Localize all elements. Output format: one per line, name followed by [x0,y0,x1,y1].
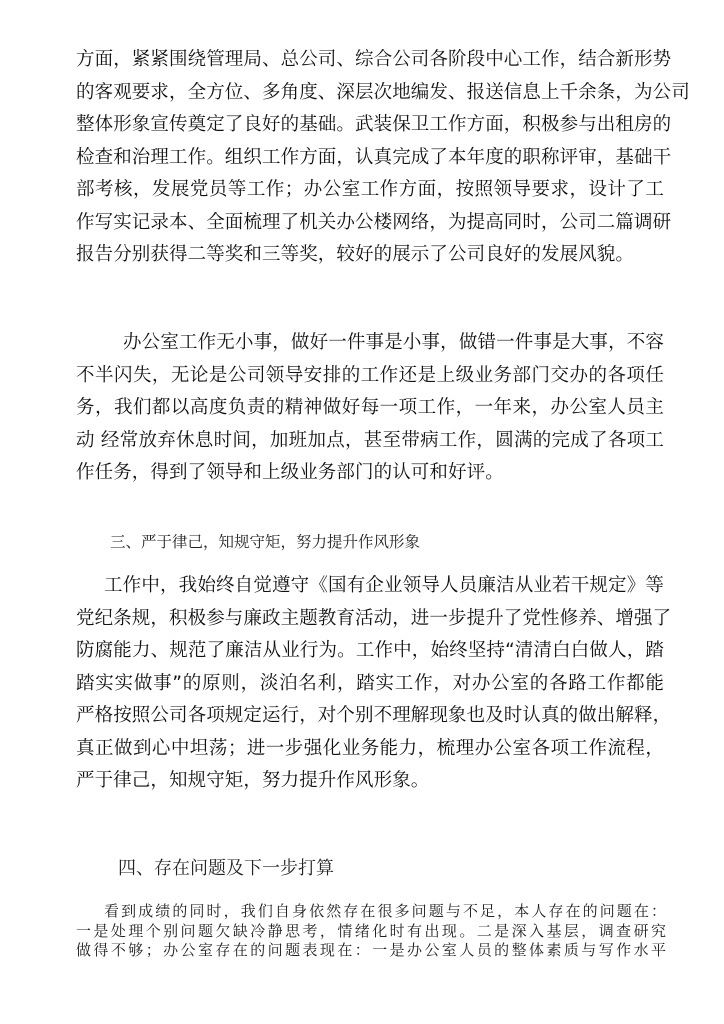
paragraph-line: 作任务，得到了领导和上级业务部门的认可和好评。 [76,462,504,483]
paragraph-self-discipline [76,570,672,798]
paragraph-line: 部考核，发展党员等工作；办公室工作方面，按照领导要求，设计了工 [76,179,664,200]
paragraph-line: 党纪条规，积极参与廉政主题教育活动，进一步提升了党性修养、增强了 [76,607,672,629]
paragraph-line: 整体形象宣传奠定了良好的基础。武装保卫工作方面，积极参与出租房的 [76,114,672,135]
section-heading-three: 三、严于律己，知规守矩，努力提升作风形象 [110,533,421,551]
paragraph-line: 严格按照公司各项规定运行，对个别不理解现象也及时认真的做出解释， [76,705,672,726]
paragraph-line: 严于律己，知规守矩，努力提升作风形象。 [76,770,430,791]
paragraph-work-summary [76,44,690,272]
paragraph-line: 做得不够；办公室存在的问题表现在：一是办公室人员的整体素质与写作水平 [76,941,666,959]
paragraph-line: 作写实记录本、全面梳理了机关办公楼网络，为提高同时，公司二篇调研 [76,211,672,233]
paragraph-line: 一是处理个别问题欠缺冷静思考，情绪化时有出现。二是深入基层，调查研究 [76,921,666,940]
paragraph-line: 真正做到心中坦荡；进一步强化业务能力，梳理办公室各项工作流程， [76,737,664,759]
paragraph-line: 动 经常放弃休息时间，加班加点，甚至带病工作，圆满的完成了各项工 [76,429,664,451]
paragraph-line: 不半闪失，无论是公司领导安排的工作还是上级业务部门交办的各项任 [76,364,664,386]
paragraph-line: 工作中，我始终自觉遵守《国有企业领导人员廉洁从业若干规定》等 [104,575,664,596]
paragraph-line: 办公室工作无小事，做好一件事是小事，做错一件事是大事，不容 [123,332,664,353]
paragraph-line: 方面，紧紧围绕管理局、总公司、综合公司各阶段中心工作，结合新形势 [76,49,672,70]
paragraph-line: 报告分别获得二等奖和三等奖，较好的展示了公司良好的发展风貌。 [76,244,635,265]
paragraph-line: 的客观要求，全方位、多角度、深层次地编发、报送信息上千余条，为公司 [76,81,690,103]
paragraph-line: 务，我们都以高度负责的精神做好每一项工作，一年来，办公室人员主 [76,397,664,418]
section-heading-four: 四、存在问题及下一步打算 [118,858,334,879]
paragraph-office-work [76,327,664,490]
paragraph-line: 踏实实做事”的原则，淡泊名利，踏实工作，对办公室的各路工作都能 [76,672,664,694]
paragraph-line: 防腐能力、规范了廉洁从业行为。工作中，始终坚持“清清白白做人，踏 [76,640,664,661]
paragraph-line: 看到成绩的同时，我们自身依然存在很多问题与不足，本人存在的问题在： [104,902,666,920]
paragraph-problems [76,902,666,961]
paragraph-line: 检查和治理工作。组织工作方面，认真完成了本年度的职称评审，基础干 [76,146,672,168]
